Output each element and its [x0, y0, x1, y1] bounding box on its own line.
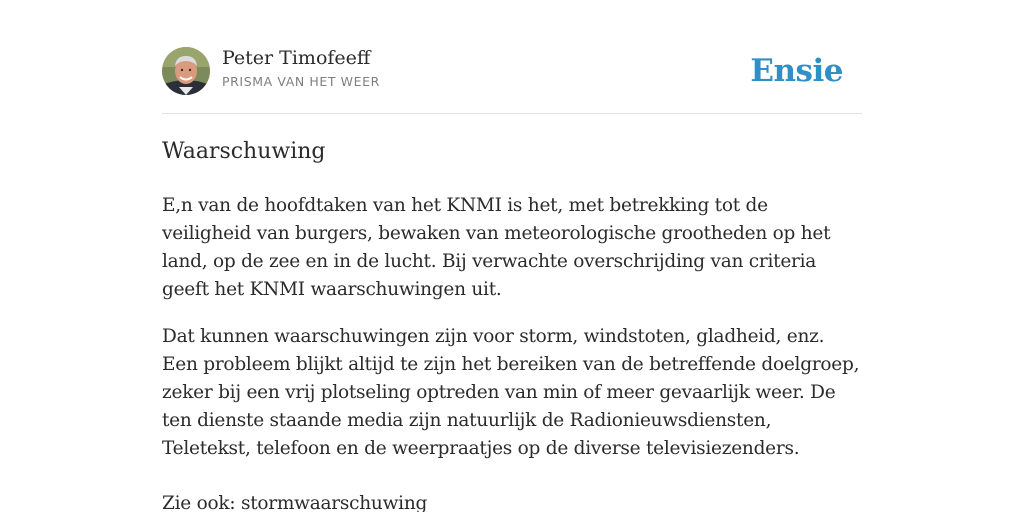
author-name[interactable]: Peter Timofeeff [222, 47, 371, 69]
article [162, 137, 862, 512]
article-title: Waarschuwing [162, 139, 326, 164]
see-also: Zie ook: stormwaarschuwing [162, 493, 428, 512]
author-header [162, 46, 862, 96]
article-paragraph: E,n van de hoofdtaken van het KNMI is het, met betrekking tot de veiligheid van burgers, bewaken van meteorologische grootheden op het land, op de zee en in de lucht. Bij verwachte overschrijding van criteria geeft het KNMI waarschuwingen uit. [162, 195, 831, 300]
author-avatar[interactable] [162, 47, 210, 95]
article-paragraph: Dat kunnen waarschuwingen zijn voor storm, windstoten, gladheid, enz. Een probleem blijkt altijd te zijn het bereiken van de betreffende doelgroep, zeker bij een vrij plotseling optreden van min of meer gevaarlijk weer. De ten dienste staande media zijn natuurlijk de Radionieuwsdiensten, Teletekst, telefoon en de weerpraatjes op de diverse televisiezenders. [162, 326, 860, 459]
brand-logo[interactable]: Ensie [750, 53, 843, 89]
header-divider [162, 113, 862, 114]
author-subtitle[interactable]: PRISMA VAN HET WEER [222, 74, 380, 89]
